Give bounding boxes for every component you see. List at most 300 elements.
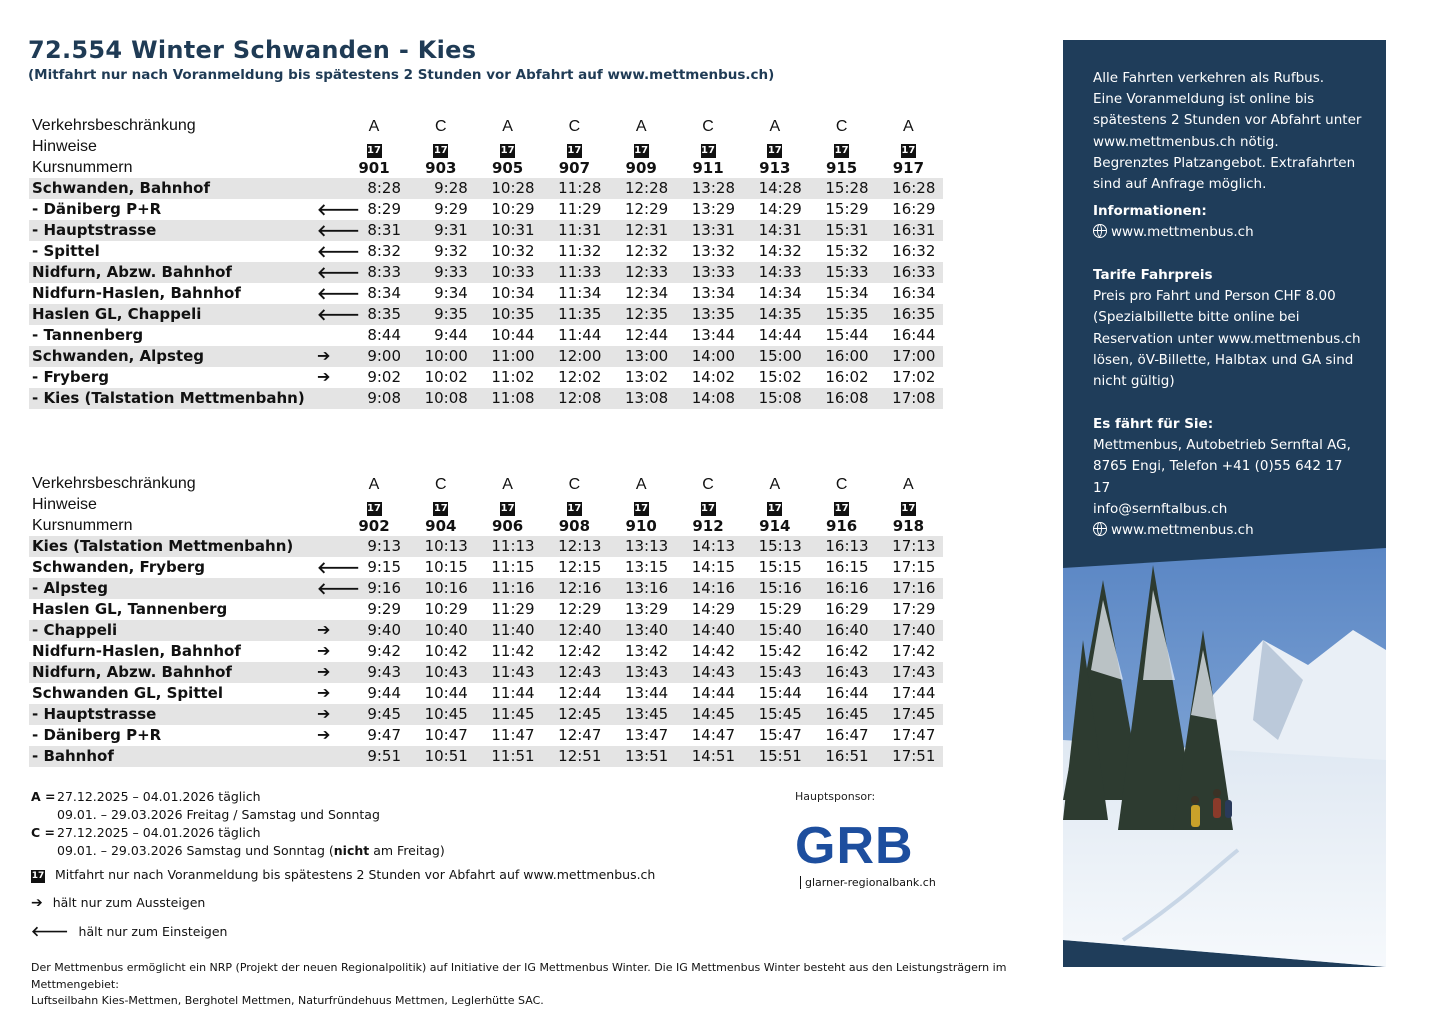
time-cell: 11:45: [491, 705, 535, 723]
time-cell: 8:28: [367, 179, 401, 197]
time-cell: 17:47: [892, 726, 936, 744]
time-cell: 10:35: [491, 305, 535, 323]
badge-number: 17: [567, 503, 582, 514]
time-cell: 16:08: [825, 389, 869, 407]
stop-row: [29, 725, 943, 746]
time-cell: 8:44: [367, 326, 401, 344]
badge-icon: [341, 497, 407, 516]
legend-c-line2: [31, 843, 445, 861]
time-cell: 11:44: [491, 684, 535, 702]
time-cell: 15:16: [758, 579, 802, 597]
stop-row: [29, 662, 943, 683]
time-cell: 10:31: [491, 221, 535, 239]
time-cell: 10:08: [424, 389, 468, 407]
stop-row: [29, 220, 943, 241]
badge-icon: [875, 497, 941, 516]
header-row-badge: [29, 494, 943, 515]
operator-heading: Es fährt für Sie:: [1093, 416, 1214, 432]
time-cell: 12:45: [558, 705, 602, 723]
stop-name: - Alpsteg: [32, 579, 108, 597]
badge-icon: [541, 497, 607, 516]
time-cell: 17:51: [892, 747, 936, 765]
time-cell: 11:08: [491, 389, 535, 407]
time-cell: 15:15: [758, 558, 802, 576]
grb-logo: GRB: [795, 817, 914, 875]
time-cell: 9:47: [367, 726, 401, 744]
stop-row: [29, 241, 943, 262]
time-cell: 8:31: [367, 221, 401, 239]
badge-number: 17: [433, 503, 448, 514]
time-cell: 8:35: [367, 305, 401, 323]
time-cell: 15:02: [758, 368, 802, 386]
time-cell: 9:02: [367, 368, 401, 386]
time-cell: 14:31: [758, 221, 802, 239]
arrow-right-icon: ➔: [317, 346, 331, 365]
badge-number: 17: [834, 503, 849, 514]
time-cell: 12:13: [558, 537, 602, 555]
badge-icon: [742, 497, 808, 516]
stop-name: - Tannenberg: [32, 326, 144, 344]
restriction-letter: A: [635, 476, 647, 493]
badge-number: 17: [567, 145, 582, 156]
header-row-course: [29, 515, 943, 536]
operator-email-link[interactable]: info@sernftalbus.ch: [1093, 500, 1228, 517]
time-cell: 14:13: [691, 537, 735, 555]
time-cell: 16:35: [892, 305, 936, 323]
time-cell: 16:02: [825, 368, 869, 386]
time-cell: 12:31: [624, 221, 669, 239]
time-cell: 11:13: [491, 537, 535, 555]
time-cell: 15:47: [758, 726, 802, 744]
time-cell: 15:44: [825, 326, 869, 344]
time-cell: 12:29: [624, 200, 669, 218]
time-cell: 14:29: [758, 200, 802, 218]
time-cell: 16:33: [892, 263, 936, 281]
time-cell: 10:33: [491, 263, 535, 281]
operator-url-link[interactable]: www.mettmenbus.ch: [1111, 522, 1254, 539]
badge-icon: [809, 497, 875, 516]
time-cell: 10:13: [424, 537, 468, 555]
badge-number: 17: [634, 503, 649, 514]
restriction-letter: A: [368, 118, 380, 135]
course-number: 907: [558, 159, 591, 177]
badge-icon: [675, 497, 741, 516]
time-cell: 16:43: [825, 663, 869, 681]
time-cell: 12:15: [558, 558, 602, 576]
time-cell: 15:35: [825, 305, 869, 323]
badge-number: 17: [834, 145, 849, 156]
legend-c-line1: 27.12.2025 – 04.01.2026 täglich: [57, 825, 261, 840]
arrow-left-icon: 🡐: [317, 284, 360, 303]
time-cell: 12:00: [558, 347, 602, 365]
time-cell: 9:33: [434, 263, 468, 281]
time-cell: 15:28: [825, 179, 869, 197]
time-cell: 14:47: [691, 726, 735, 744]
badge-icon: [408, 139, 474, 158]
time-cell: 14:45: [691, 705, 735, 723]
legend-c-key: C =: [31, 825, 55, 840]
stop-row: [29, 388, 943, 409]
time-cell: 17:40: [892, 621, 936, 639]
course-number: 905: [491, 159, 524, 177]
time-cell: 14:29: [691, 600, 735, 618]
course-number: 906: [491, 517, 524, 535]
time-cell: 13:32: [691, 242, 735, 260]
time-cell: 10:51: [424, 747, 468, 765]
time-cell: 12:43: [558, 663, 602, 681]
stop-row: [29, 283, 943, 304]
arrow-right-icon: ➔: [317, 662, 331, 681]
time-cell: 14:44: [691, 684, 735, 702]
badge-number: 17: [634, 145, 649, 156]
badge-icon: [341, 139, 407, 158]
time-cell: 9:13: [367, 537, 401, 555]
time-cell: 12:44: [558, 684, 602, 702]
course-number: 901: [358, 159, 390, 177]
time-cell: 14:33: [758, 263, 802, 281]
badge-icon: [742, 139, 808, 158]
time-cell: 16:45: [825, 705, 869, 723]
page-subtitle: (Mitfahrt nur nach Voranmeldung bis spätestens 2 Stunden vor Abfahrt auf www.mettmenbus.ch): [28, 67, 775, 83]
restriction-letter: C: [835, 476, 848, 493]
course-number: 903: [425, 159, 457, 177]
badge-number: 17: [901, 503, 916, 514]
winter-photo: [1063, 40, 1386, 967]
course-number: 917: [892, 159, 925, 177]
time-cell: 16:29: [825, 600, 869, 618]
header-row-course: [29, 157, 943, 178]
time-cell: 17:29: [892, 600, 936, 618]
intro-line: sind auf Anfrage möglich.: [1093, 176, 1267, 193]
badge-icon: [408, 497, 474, 516]
stop-name: Schwanden, Alpsteg: [32, 347, 205, 365]
time-cell: 15:51: [758, 747, 802, 765]
time-cell: 16:13: [825, 537, 869, 555]
legend-c-line2-bold: nicht: [333, 843, 370, 858]
badge-icon: [541, 139, 607, 158]
time-cell: 12:33: [624, 263, 669, 281]
time-cell: 9:31: [434, 221, 468, 239]
time-cell: 12:34: [624, 284, 669, 302]
course-number: 913: [759, 159, 791, 177]
arrow-right-icon: ➔: [317, 620, 331, 639]
tarif-line: nicht gültig): [1093, 373, 1175, 390]
intro-line: www.mettmenbus.ch nötig.: [1093, 133, 1279, 150]
operator-line: 8765 Engi, Telefon +41 (0)55 642 17 17: [1093, 458, 1343, 496]
time-cell: 11:32: [558, 242, 602, 260]
course-number: 911: [692, 159, 724, 177]
time-cell: 13:40: [624, 621, 669, 639]
course-number: 918: [892, 517, 925, 535]
stop-row: [29, 346, 943, 367]
time-cell: 17:13: [892, 537, 936, 555]
badge-icon: [475, 497, 541, 516]
legend-left-arrow-row: [31, 923, 227, 940]
stop-name: - Chappeli: [32, 621, 118, 639]
time-cell: 15:43: [758, 663, 802, 681]
time-cell: 16:47: [825, 726, 869, 744]
badge-icon: 17: [31, 871, 45, 881]
time-cell: 12:16: [558, 579, 602, 597]
time-cell: 13:44: [624, 684, 669, 702]
legend-a-line2: 09.01. – 29.03.2026 Freitag / Samstag und Sonntag: [57, 807, 380, 822]
stop-name: Schwanden, Fryberg: [32, 558, 206, 576]
time-cell: 12:28: [624, 179, 669, 197]
time-cell: 13:33: [691, 263, 735, 281]
time-cell: 13:35: [691, 305, 735, 323]
time-cell: 16:29: [892, 200, 936, 218]
stop-name: Haslen GL, Chappeli: [32, 305, 202, 323]
time-cell: 15:08: [758, 389, 802, 407]
time-cell: 16:44: [825, 684, 869, 702]
badge-icon: [608, 497, 674, 516]
stop-row: [29, 683, 943, 704]
intro-line: Begrenztes Platzangebot. Extrafahrten: [1093, 154, 1356, 171]
time-cell: 13:02: [624, 368, 669, 386]
time-cell: 11:29: [558, 200, 602, 218]
time-cell: 14:44: [758, 326, 802, 344]
time-cell: 17:43: [892, 663, 936, 681]
badge-number: 17: [367, 145, 381, 156]
time-cell: 15:13: [758, 537, 802, 555]
tarif-heading: Tarife Fahrpreis: [1093, 267, 1213, 283]
stop-name: Nidfurn-Haslen, Bahnhof: [32, 642, 241, 660]
time-cell: 12:44: [624, 326, 669, 344]
restriction-letter: A: [368, 476, 380, 493]
legend-right-arrow-row: [31, 895, 205, 911]
time-cell: 10:42: [424, 642, 468, 660]
time-cell: 15:45: [758, 705, 802, 723]
stop-name: Haslen GL, Tannenberg: [32, 600, 228, 618]
stop-row: [29, 704, 943, 725]
stop-row: [29, 178, 943, 199]
time-cell: 12:08: [558, 389, 602, 407]
time-cell: 14:32: [758, 242, 802, 260]
time-cell: 16:42: [825, 642, 869, 660]
restriction-letter: A: [769, 476, 781, 493]
time-cell: 15:31: [825, 221, 869, 239]
time-cell: 14:02: [691, 368, 735, 386]
time-cell: 11:43: [491, 663, 535, 681]
restriction-letter: C: [702, 476, 714, 493]
time-cell: 16:51: [825, 747, 869, 765]
time-cell: 13:13: [624, 537, 669, 555]
footnote-line1: Der Mettmenbus ermöglicht ein NRP (Projekt der neuen Regionalpolitik) auf Initiative der IG Mettmenbus Winter. Die IG Mettmenbus Winter besteht aus den Leistungsträgern im Mettmengebiet:: [31, 961, 1007, 991]
time-cell: 11:40: [491, 621, 535, 639]
legend-right-arrow-text: hält nur zum Aussteigen: [52, 895, 206, 910]
time-cell: 12:47: [558, 726, 602, 744]
time-cell: 9:08: [367, 389, 401, 407]
timetable-return: [29, 473, 943, 767]
time-cell: 11:35: [558, 305, 602, 323]
info-url-link[interactable]: www.mettmenbus.ch: [1111, 224, 1254, 241]
badge-number: 17: [767, 145, 782, 156]
time-cell: 10:45: [424, 705, 468, 723]
time-cell: 17:15: [892, 558, 936, 576]
time-cell: 16:40: [825, 621, 869, 639]
time-cell: 10:44: [424, 684, 468, 702]
time-cell: 16:00: [825, 347, 869, 365]
stop-row: [29, 746, 943, 767]
time-cell: 16:32: [892, 242, 936, 260]
stop-name: Schwanden, Bahnhof: [32, 179, 210, 197]
arrow-right-icon: ➔: [317, 704, 331, 723]
legend-c-line2-pre: 09.01. – 29.03.2026 Samstag und Sonntag (: [57, 843, 334, 858]
time-cell: 13:08: [624, 389, 669, 407]
stop-row: [29, 578, 943, 599]
time-cell: 8:34: [367, 284, 401, 302]
time-cell: 10:43: [424, 663, 468, 681]
time-cell: 13:00: [624, 347, 669, 365]
time-cell: 12:51: [558, 747, 602, 765]
stop-name: - Bahnhof: [32, 747, 114, 765]
stop-name: - Hauptstrasse: [32, 221, 157, 239]
arrow-left-icon: 🡐: [317, 579, 360, 598]
time-cell: 15:32: [825, 242, 869, 260]
operator-line: Mettmenbus, Autobetrieb Sernftal AG,: [1093, 437, 1351, 454]
time-cell: 13:29: [691, 200, 735, 218]
header-label-letter: Verkehrsbeschränkung: [32, 117, 196, 134]
time-cell: 16:15: [825, 558, 869, 576]
time-cell: 16:16: [825, 579, 869, 597]
stop-row: [29, 641, 943, 662]
stop-name: - Hauptstrasse: [32, 705, 157, 723]
time-cell: 11:44: [558, 326, 602, 344]
time-cell: 11:31: [558, 221, 602, 239]
stop-row: [29, 199, 943, 220]
time-cell: 9:00: [367, 347, 401, 365]
restriction-letter: C: [568, 476, 581, 493]
course-number: 915: [825, 159, 858, 177]
time-cell: 17:02: [892, 368, 936, 386]
time-cell: 8:29: [367, 200, 401, 218]
time-cell: 9:16: [367, 579, 401, 597]
arrow-left-icon: 🡐: [317, 242, 360, 261]
course-number: 910: [625, 517, 657, 535]
time-cell: 9:40: [367, 621, 401, 639]
time-cell: 9:44: [367, 684, 401, 702]
time-cell: 15:44: [758, 684, 802, 702]
stop-name: - Däniberg P+R: [32, 726, 162, 744]
stop-name: Nidfurn, Abzw. Bahnhof: [32, 263, 232, 281]
header-label-letter: Verkehrsbeschränkung: [32, 475, 196, 492]
time-cell: 9:42: [367, 642, 401, 660]
stop-row: [29, 325, 943, 346]
time-cell: 10:40: [424, 621, 468, 639]
badge-icon: [475, 139, 541, 158]
time-cell: 16:31: [892, 221, 936, 239]
legend-badge-text: Mitfahrt nur nach Voranmeldung bis spätestens 2 Stunden vor Abfahrt auf www.mettmenbus.ch: [54, 867, 656, 882]
time-cell: 13:43: [624, 663, 669, 681]
tarif-line: Reservation unter www.mettmenbus.ch: [1093, 330, 1361, 347]
restriction-letter: C: [435, 118, 447, 135]
time-cell: 13:15: [624, 558, 669, 576]
time-cell: 9:35: [434, 305, 468, 323]
time-cell: 11:00: [491, 347, 535, 365]
time-cell: 10:44: [491, 326, 535, 344]
restriction-letter: C: [702, 118, 714, 135]
header-row-badge: [29, 136, 943, 157]
time-cell: 12:40: [558, 621, 602, 639]
badge-number: 17: [701, 503, 715, 514]
time-cell: 16:28: [892, 179, 936, 197]
time-cell: 10:32: [491, 242, 535, 260]
course-number: 916: [825, 517, 858, 535]
arrow-right-icon: ➔: [317, 725, 331, 744]
badge-icon: [875, 139, 941, 158]
course-number: 902: [358, 517, 390, 535]
time-cell: 13:29: [624, 600, 669, 618]
time-cell: 8:32: [367, 242, 401, 260]
page-title: 72.554 Winter Schwanden - Kies: [28, 36, 477, 64]
stop-row: [29, 536, 943, 557]
time-cell: 14:43: [691, 663, 735, 681]
time-cell: 15:33: [825, 263, 869, 281]
footnote-line2: Luftseilbahn Kies-Mettmen, Berghotel Mettmen, Naturfründehuus Mettmen, Leglerhütte SAC.: [31, 994, 544, 1007]
course-number: 912: [692, 517, 724, 535]
time-cell: 17:00: [892, 347, 936, 365]
stop-row: [29, 304, 943, 325]
time-cell: 17:45: [892, 705, 936, 723]
arrow-right-icon: ➔: [317, 367, 331, 386]
time-cell: 11:33: [558, 263, 602, 281]
time-cell: 17:44: [892, 684, 936, 702]
time-cell: 15:29: [758, 600, 802, 618]
badge-number: 17: [767, 503, 782, 514]
time-cell: 14:08: [691, 389, 735, 407]
badge-number: 17: [701, 145, 715, 156]
stop-name: Nidfurn-Haslen, Bahnhof: [32, 284, 241, 302]
timetable-outbound: [29, 115, 943, 409]
time-cell: 13:31: [691, 221, 735, 239]
restriction-letter: A: [502, 476, 513, 493]
stop-name: Nidfurn, Abzw. Bahnhof: [32, 663, 232, 681]
time-cell: 14:28: [758, 179, 802, 197]
badge-icon: [675, 139, 741, 158]
info-sidebar: [1063, 40, 1386, 967]
time-cell: 13:51: [624, 747, 669, 765]
tarif-line: lösen, öV-Billette, Halbtax und GA sind: [1093, 351, 1354, 368]
restriction-letter: A: [903, 118, 914, 135]
time-cell: 11:28: [558, 179, 602, 197]
time-cell: 11:47: [491, 726, 535, 744]
arrow-left-icon: 🡐: [317, 200, 360, 219]
time-cell: 10:34: [491, 284, 535, 302]
legend-badge-row: [31, 867, 655, 883]
time-cell: 9:32: [434, 242, 468, 260]
tarif-line: (Spezialbillette bitte online bei: [1093, 309, 1300, 326]
badge-number: 17: [367, 503, 381, 514]
time-cell: 13:47: [624, 726, 669, 744]
arrow-left-icon: 🡐: [317, 305, 360, 324]
time-cell: 10:16: [424, 579, 468, 597]
legend-left-arrow-text: hält nur zum Einsteigen: [78, 924, 228, 939]
time-cell: 14:35: [758, 305, 802, 323]
time-cell: 14:42: [691, 642, 735, 660]
time-cell: 13:45: [624, 705, 669, 723]
time-cell: 9:29: [367, 600, 401, 618]
time-cell: 11:16: [491, 579, 535, 597]
info-heading: Informationen:: [1093, 203, 1207, 219]
time-cell: 17:16: [892, 579, 936, 597]
legend-a-key: A =: [31, 789, 56, 804]
time-cell: 15:42: [758, 642, 802, 660]
restriction-letter: C: [835, 118, 848, 135]
time-cell: 14:51: [691, 747, 735, 765]
stop-row: [29, 620, 943, 641]
time-cell: 11:51: [491, 747, 535, 765]
header-label-badge: Hinweise: [32, 138, 97, 155]
